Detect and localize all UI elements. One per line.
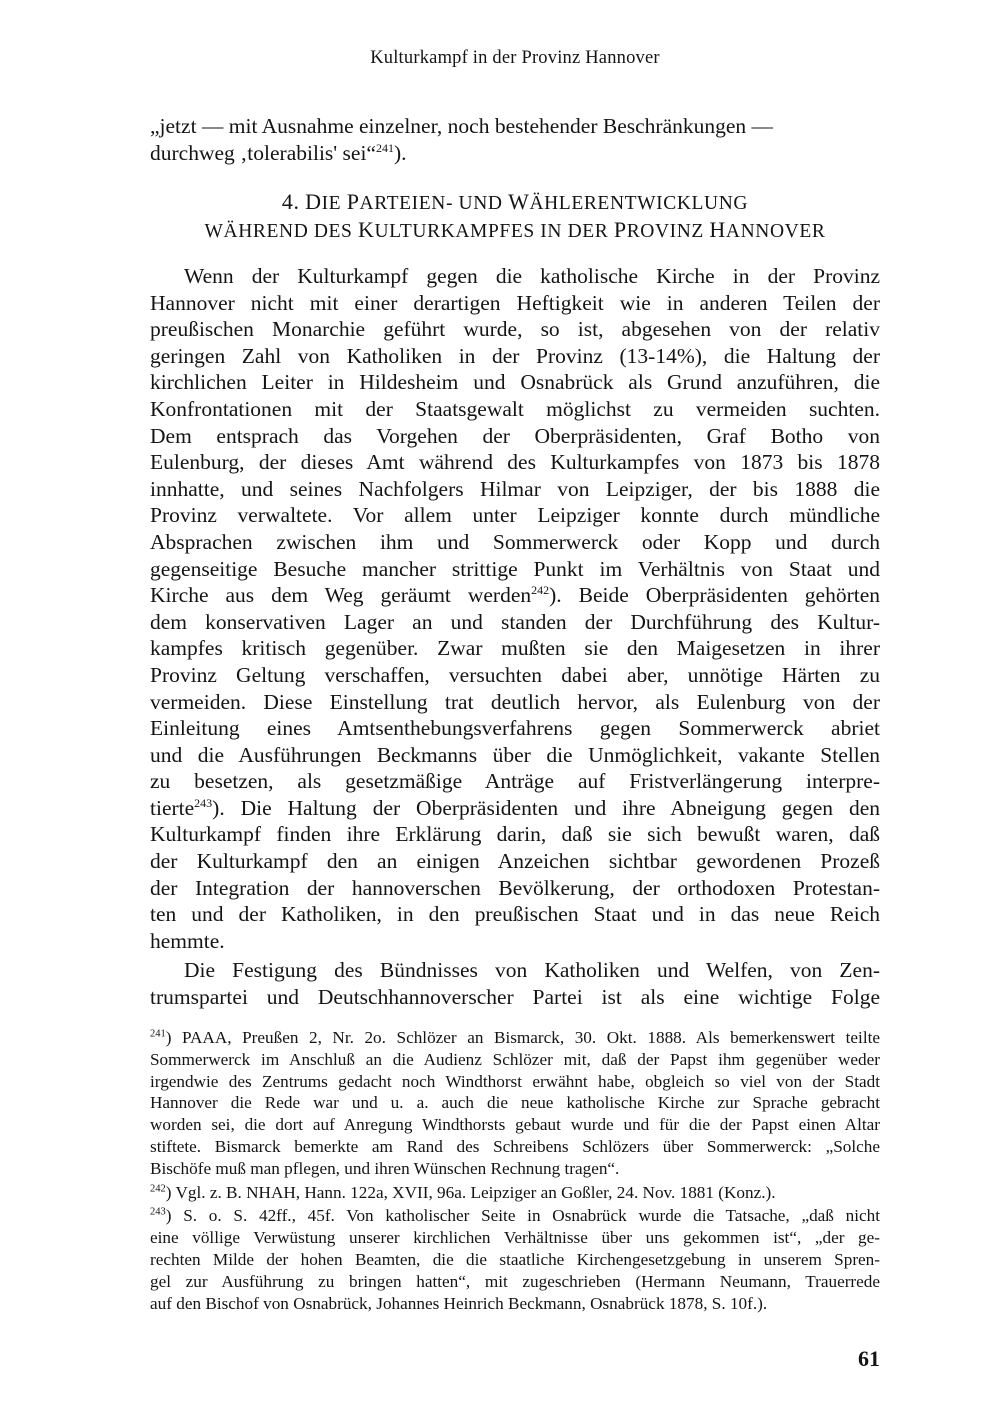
section-heading-line: WÄHREND DES KULTURKAMPFES IN DER PROVINZ HANNOVER [204,217,826,242]
text-line: kirchlichen Leiter in Hildesheim und Osnabrück als Grund anzuführen, die [150,370,880,395]
text-line: Wenn der Kulturkampf gegen die katholische Kirche in der Provinz [184,264,880,288]
text-line: Eulenburg, der dieses Amt während des Kulturkampfes von 1873 bis 1878 [150,450,880,475]
text-line: Konfrontationen mit der Staatsgewalt möglichst zu vermeiden suchten. [150,396,880,421]
text-line: Hannover nicht mit einer derartigen Heftigkeit wie in anderen Teilen der [150,290,880,315]
footnote-242 [150,1182,880,1204]
section-heading [150,189,880,245]
text-line: der Kulturkampf den an einigen Anzeichen sichtbar gewordenen Prozeß [150,849,880,874]
text-line: Einleitung eines Amtsenthebungsverfahrens gegen Sommerwerck abriet [150,716,880,741]
text-line: tierte$^{243}$). Die Haltung der Oberpräsidenten und ihre Abneigung gegen den [150,795,880,820]
footnote-line: eine völlige Verwüstung unserer kirchlichen Verhältnisse über uns gekommen ist“, „der ge- [150,1228,880,1248]
footnote-line: irgendwie des Zentrums gedacht noch Windthorst erwähnt habe, obgleich so viel von der Stadt [150,1071,880,1091]
text-line: Die Festigung des Bündnisses von Katholiken und Welfen, von Zen- [184,958,880,983]
footnote-line: auf den Bischof von Osnabrück, Johannes Heinrich Beckmann, Osnabrück 1878, S. 10f.). [150,1293,768,1313]
text-line: gegenseitige Besuche mancher strittige Punkt im Verhältnis von Staat und [150,556,880,581]
text-line: Kirche aus dem Weg geräumt werden$^{242}$). Beide Oberpräsidenten gehörten [150,582,880,608]
footnote-line: Bischöfe muß man pflegen, und ihren Wünschen Rechnung tragen“. [150,1158,620,1178]
section-heading-line: 4. DIE PARTEIEN- UND WÄHLERENTWICKLUNG [281,189,749,214]
footnote-line: $^{241}$) PAAA, Preußen 2, Nr. 2o. Schlözer an Bismarck, 30. Okt. 1888. Als bemerkenswert teilte [150,1028,880,1047]
text-line: preußischen Monarchie geführt wurde, so ist, abgesehen von der relativ [150,317,880,342]
text-line: Kulturkampf finden ihre Erklärung darin, daß sie sich bewußt waren, daß [150,822,880,847]
text-line: geringen Zahl von Katholiken in der Provinz (13-14%), die Haltung der [150,343,880,368]
footnote-mark: 242 [150,1182,166,1194]
footnote-ref: 243 [194,795,213,810]
text-line: vermeiden. Diese Einstellung trat deutlich hervor, als Eulenburg von der [150,689,880,714]
footnote-line: Hannover die Rede war und u. a. auch die neue katholische Kirche zur Sprache gebracht [150,1093,880,1113]
footnote-line: worden sei, die dort auf Anregung Windthorsts gebaut wurde und für die der Papst einen Altar [150,1115,880,1135]
text-line: und die Ausführungen Beckmanns über die Unmöglichkeit, vakante Stellen [150,742,880,767]
footnote-line: $^{243}$) S. o. S. 42ff., 45f. Von katholischer Seite in Osnabrück wurde die Tatsache, „daß nicht [150,1206,880,1226]
footnote-243 [150,1205,880,1314]
text-line: Dem entsprach das Vorgehen der Oberpräsidenten, Graf Botho von [150,423,880,448]
text-line: hemmte. [150,928,225,953]
footnote-line: stiftete. Bismarck bemerkte am Rand des Schreibens Schlözers über Sommerwerck: „Solche [150,1136,880,1156]
footnotes [150,1027,880,1314]
footnote-line: rechten Milde der hohen Beamten, die die staatliche Kirchengesetzgebung in unserem Spren- [150,1249,880,1269]
main-text [150,263,880,1011]
running-head: Kulturkampf in der Provinz Hannover [370,48,660,68]
footnote-ref: 241 [375,140,394,155]
quote-line: durchweg ‚tolerabilis' sei“$^{241}$). [150,140,407,165]
text-line: Absprachen zwischen ihm und Sommerwerck oder Kopp und durch [150,529,880,554]
text-line: kampfes kritisch gegenüber. Zwar mußten sie den Maigesetzen in ihrer [150,636,880,661]
footnote-mark: 243 [150,1206,166,1218]
text-line: Provinz verwaltete. Vor allem unter Leipziger konnte durch mündliche [150,503,880,528]
quote-continuation [150,113,880,166]
footnote-mark: 241 [150,1028,166,1040]
text-line: dem konservativen Lager an und standen der Durchführung des Kultur- [150,609,880,634]
footnote-line: gel zur Ausführung zu bringen hatten“, mit zugeschrieben (Hermann Neumann, Trauerrede [150,1271,880,1291]
quote-line: „jetzt — mit Ausnahme einzelner, noch bestehender Beschränkungen — [150,114,774,138]
text-line: zu besetzen, als gesetzmäßige Anträge auf Fristverlängerung interpre- [150,769,880,794]
page-number: 61 [858,1346,880,1371]
footnote-241 [150,1027,880,1180]
text-line: innhatte, und seines Nachfolgers Hilmar von Leipziger, der bis 1888 die [150,476,880,501]
text-line: Provinz Geltung verschaffen, versuchten dabei aber, unnötige Härten zu [150,662,880,687]
footnote-line: Sommerwerck im Anschluß an die Audienz Schlözer mit, daß der Papst ihm gegenüber weder [150,1049,880,1069]
text-line: der Integration der hannoverschen Bevölkerung, der orthodoxen Protestan- [150,875,880,900]
footnote-line: $^{242}$) Vgl. z. B. NHAH, Hann. 122a, XVII, 96a. Leipziger an Goßler, 24. Nov. 1881 (Konz.). [150,1182,776,1202]
footnote-ref: 242 [531,582,550,597]
text-line: trumspartei und Deutschhannoverscher Partei ist als eine wichtige Folge [150,985,880,1010]
text-line: ten und der Katholiken, in den preußischen Staat und in das neue Reich [150,902,880,927]
